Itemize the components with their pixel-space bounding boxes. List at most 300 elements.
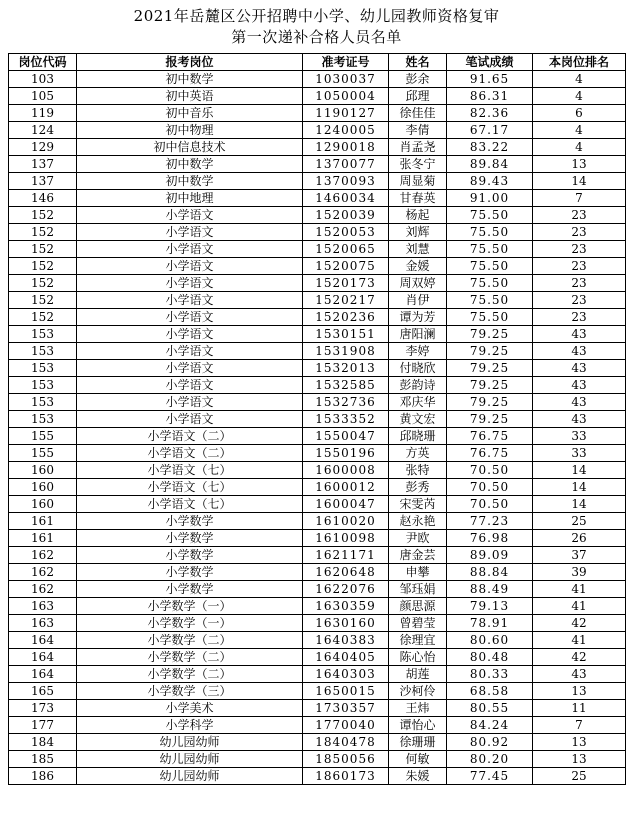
post-code-cell: 153 <box>9 377 77 394</box>
table-row <box>9 479 626 496</box>
score-cell: 83.22 <box>447 139 533 156</box>
score-cell: 80.60 <box>447 632 533 649</box>
document-title: 2021年岳麓区公开招聘中小学、幼儿园教师资格复审 <box>133 7 500 25</box>
table-row <box>9 309 626 326</box>
name-cell: 刘辉 <box>389 224 447 241</box>
qualified-candidates-table <box>8 53 626 785</box>
name-cell: 邹珏娟 <box>389 581 447 598</box>
post-cell: 初中音乐 <box>77 105 303 122</box>
post-code-cell: 129 <box>9 139 77 156</box>
score-cell: 75.50 <box>447 292 533 309</box>
score-cell: 78.91 <box>447 615 533 632</box>
score-cell: 77.23 <box>447 513 533 530</box>
table-row <box>9 496 626 513</box>
name-cell: 王炜 <box>389 700 447 717</box>
name-cell: 付晓欣 <box>389 360 447 377</box>
score-cell: 79.25 <box>447 377 533 394</box>
table-row <box>9 530 626 547</box>
score-cell: 89.09 <box>447 547 533 564</box>
post-code-cell: 163 <box>9 615 77 632</box>
table-body <box>9 71 626 785</box>
post-cell: 小学语文（七） <box>77 462 303 479</box>
post-code-cell: 152 <box>9 309 77 326</box>
post-code-cell: 160 <box>9 496 77 513</box>
post-cell: 小学语文 <box>77 275 303 292</box>
name-cell: 肖伊 <box>389 292 447 309</box>
name-cell: 金媛 <box>389 258 447 275</box>
exam-id-cell: 1290018 <box>303 139 389 156</box>
rank-cell: 11 <box>533 700 626 717</box>
name-cell: 沙柯伶 <box>389 683 447 700</box>
exam-id-cell: 1240005 <box>303 122 389 139</box>
name-cell: 谭怡心 <box>389 717 447 734</box>
post-code-cell: 162 <box>9 581 77 598</box>
post-code-cell: 152 <box>9 258 77 275</box>
name-cell: 胡莲 <box>389 666 447 683</box>
post-cell: 初中地理 <box>77 190 303 207</box>
score-cell: 67.17 <box>447 122 533 139</box>
name-cell: 何敏 <box>389 751 447 768</box>
post-cell: 初中英语 <box>77 88 303 105</box>
post-cell: 小学语文 <box>77 377 303 394</box>
exam-id-cell: 1550196 <box>303 445 389 462</box>
name-cell: 申攀 <box>389 564 447 581</box>
rank-cell: 33 <box>533 428 626 445</box>
rank-cell: 4 <box>533 122 626 139</box>
score-cell: 86.31 <box>447 88 533 105</box>
table-row <box>9 326 626 343</box>
exam-id-cell: 1850056 <box>303 751 389 768</box>
rank-cell: 7 <box>533 190 626 207</box>
score-cell: 68.58 <box>447 683 533 700</box>
table-row <box>9 360 626 377</box>
exam-id-cell: 1622076 <box>303 581 389 598</box>
rank-cell: 13 <box>533 734 626 751</box>
post-code-cell: 162 <box>9 547 77 564</box>
score-cell: 79.25 <box>447 326 533 343</box>
rank-cell: 13 <box>533 156 626 173</box>
rank-cell: 23 <box>533 224 626 241</box>
table-header-row <box>9 54 626 71</box>
table-row <box>9 173 626 190</box>
post-cell: 小学数学（一） <box>77 598 303 615</box>
table-row <box>9 683 626 700</box>
post-code-cell: 155 <box>9 445 77 462</box>
post-cell: 小学语文（二） <box>77 445 303 462</box>
rank-cell: 42 <box>533 615 626 632</box>
score-cell: 80.33 <box>447 666 533 683</box>
rank-cell: 25 <box>533 513 626 530</box>
post-code-cell: 184 <box>9 734 77 751</box>
post-code-cell: 173 <box>9 700 77 717</box>
post-cell: 小学语文 <box>77 411 303 428</box>
score-cell: 70.50 <box>447 479 533 496</box>
name-cell: 曾碧莹 <box>389 615 447 632</box>
rank-cell: 7 <box>533 717 626 734</box>
name-cell: 彭余 <box>389 71 447 88</box>
post-cell: 小学科学 <box>77 717 303 734</box>
exam-id-cell: 1190127 <box>303 105 389 122</box>
post-code-cell: 160 <box>9 462 77 479</box>
post-cell: 小学语文 <box>77 207 303 224</box>
score-cell: 77.45 <box>447 768 533 785</box>
post-code-cell: 161 <box>9 513 77 530</box>
name-cell: 周双婷 <box>389 275 447 292</box>
post-cell: 小学语文 <box>77 292 303 309</box>
score-cell: 75.50 <box>447 275 533 292</box>
table-row <box>9 207 626 224</box>
table-row <box>9 258 626 275</box>
post-cell: 幼儿园幼师 <box>77 734 303 751</box>
exam-id-cell: 1520075 <box>303 258 389 275</box>
rank-cell: 39 <box>533 564 626 581</box>
score-cell: 79.25 <box>447 394 533 411</box>
exam-id-cell: 1600047 <box>303 496 389 513</box>
rank-cell: 43 <box>533 666 626 683</box>
name-cell: 李婷 <box>389 343 447 360</box>
rank-cell: 6 <box>533 105 626 122</box>
rank-cell: 25 <box>533 768 626 785</box>
exam-id-cell: 1520217 <box>303 292 389 309</box>
exam-id-cell: 1860173 <box>303 768 389 785</box>
exam-id-cell: 1600012 <box>303 479 389 496</box>
rank-cell: 13 <box>533 751 626 768</box>
exam-id-cell: 1650015 <box>303 683 389 700</box>
exam-id-cell: 1520173 <box>303 275 389 292</box>
exam-id-cell: 1730357 <box>303 700 389 717</box>
post-code-cell: 153 <box>9 326 77 343</box>
post-code-cell: 185 <box>9 751 77 768</box>
post-cell: 小学语文（七） <box>77 479 303 496</box>
exam-id-cell: 1370093 <box>303 173 389 190</box>
score-cell: 80.55 <box>447 700 533 717</box>
post-cell: 初中信息技术 <box>77 139 303 156</box>
exam-id-cell: 1621171 <box>303 547 389 564</box>
score-cell: 70.50 <box>447 462 533 479</box>
table-row <box>9 122 626 139</box>
score-cell: 76.75 <box>447 445 533 462</box>
score-cell: 79.25 <box>447 411 533 428</box>
name-cell: 彭秀 <box>389 479 447 496</box>
rank-cell: 4 <box>533 71 626 88</box>
exam-id-cell: 1770040 <box>303 717 389 734</box>
rank-cell: 41 <box>533 632 626 649</box>
post-code-cell: 177 <box>9 717 77 734</box>
post-cell: 小学语文 <box>77 224 303 241</box>
rank-cell: 42 <box>533 649 626 666</box>
score-cell: 91.65 <box>447 71 533 88</box>
name-cell: 杨起 <box>389 207 447 224</box>
exam-id-cell: 1532585 <box>303 377 389 394</box>
post-code-cell: 153 <box>9 360 77 377</box>
score-cell: 79.25 <box>447 343 533 360</box>
rank-cell: 43 <box>533 394 626 411</box>
post-cell: 幼儿园幼师 <box>77 751 303 768</box>
col-header-post: 报考岗位 <box>77 54 303 71</box>
score-cell: 80.92 <box>447 734 533 751</box>
exam-id-cell: 1610020 <box>303 513 389 530</box>
score-cell: 79.25 <box>447 360 533 377</box>
exam-id-cell: 1030037 <box>303 71 389 88</box>
post-code-cell: 165 <box>9 683 77 700</box>
post-cell: 小学语文（七） <box>77 496 303 513</box>
table-row <box>9 292 626 309</box>
post-cell: 小学数学（三） <box>77 683 303 700</box>
post-code-cell: 163 <box>9 598 77 615</box>
table-row <box>9 615 626 632</box>
post-code-cell: 164 <box>9 649 77 666</box>
post-cell: 小学语文 <box>77 343 303 360</box>
post-cell: 小学语文（二） <box>77 428 303 445</box>
post-code-cell: 137 <box>9 173 77 190</box>
exam-id-cell: 1530151 <box>303 326 389 343</box>
table-row <box>9 377 626 394</box>
post-cell: 初中物理 <box>77 122 303 139</box>
exam-id-cell: 1520053 <box>303 224 389 241</box>
exam-id-cell: 1370077 <box>303 156 389 173</box>
name-cell: 邱晓珊 <box>389 428 447 445</box>
rank-cell: 43 <box>533 343 626 360</box>
post-cell: 幼儿园幼师 <box>77 768 303 785</box>
rank-cell: 43 <box>533 377 626 394</box>
table-row <box>9 343 626 360</box>
rank-cell: 43 <box>533 411 626 428</box>
post-cell: 小学数学 <box>77 581 303 598</box>
post-cell: 小学数学（一） <box>77 615 303 632</box>
rank-cell: 4 <box>533 88 626 105</box>
score-cell: 75.50 <box>447 258 533 275</box>
rank-cell: 14 <box>533 173 626 190</box>
name-cell: 李倩 <box>389 122 447 139</box>
post-cell: 小学语文 <box>77 394 303 411</box>
post-cell: 小学数学 <box>77 547 303 564</box>
exam-id-cell: 1640303 <box>303 666 389 683</box>
col-header-post-code: 岗位代码 <box>9 54 77 71</box>
post-cell: 小学语文 <box>77 258 303 275</box>
name-cell: 刘慧 <box>389 241 447 258</box>
rank-cell: 23 <box>533 292 626 309</box>
post-cell: 小学语文 <box>77 309 303 326</box>
exam-id-cell: 1840478 <box>303 734 389 751</box>
post-code-cell: 164 <box>9 632 77 649</box>
col-header-name: 姓名 <box>389 54 447 71</box>
table-row <box>9 428 626 445</box>
table-row <box>9 88 626 105</box>
post-code-cell: 164 <box>9 666 77 683</box>
exam-id-cell: 1533352 <box>303 411 389 428</box>
score-cell: 89.84 <box>447 156 533 173</box>
document-subtitle: 第一次递补合格人员名单 <box>231 28 402 46</box>
name-cell: 徐佳佳 <box>389 105 447 122</box>
post-code-cell: 119 <box>9 105 77 122</box>
score-cell: 79.13 <box>447 598 533 615</box>
post-code-cell: 153 <box>9 411 77 428</box>
table-row <box>9 394 626 411</box>
post-code-cell: 186 <box>9 768 77 785</box>
rank-cell: 14 <box>533 496 626 513</box>
post-code-cell: 105 <box>9 88 77 105</box>
col-header-score: 笔试成绩 <box>447 54 533 71</box>
post-cell: 小学美术 <box>77 700 303 717</box>
name-cell: 邱理 <box>389 88 447 105</box>
name-cell: 徐理宜 <box>389 632 447 649</box>
score-cell: 80.20 <box>447 751 533 768</box>
exam-id-cell: 1520236 <box>303 309 389 326</box>
table-row <box>9 462 626 479</box>
post-cell: 小学数学 <box>77 530 303 547</box>
exam-id-cell: 1620648 <box>303 564 389 581</box>
exam-id-cell: 1640405 <box>303 649 389 666</box>
post-cell: 小学数学（二） <box>77 632 303 649</box>
post-code-cell: 152 <box>9 207 77 224</box>
name-cell: 宋雯芮 <box>389 496 447 513</box>
rank-cell: 23 <box>533 275 626 292</box>
name-cell: 谭为芳 <box>389 309 447 326</box>
rank-cell: 23 <box>533 241 626 258</box>
score-cell: 84.24 <box>447 717 533 734</box>
rank-cell: 26 <box>533 530 626 547</box>
table-row <box>9 717 626 734</box>
score-cell: 70.50 <box>447 496 533 513</box>
exam-id-cell: 1050004 <box>303 88 389 105</box>
rank-cell: 13 <box>533 683 626 700</box>
table-row <box>9 751 626 768</box>
table-row <box>9 241 626 258</box>
exam-id-cell: 1550047 <box>303 428 389 445</box>
rank-cell: 23 <box>533 258 626 275</box>
table-row <box>9 105 626 122</box>
post-code-cell: 155 <box>9 428 77 445</box>
exam-id-cell: 1610098 <box>303 530 389 547</box>
table-row <box>9 156 626 173</box>
name-cell: 唐阳澜 <box>389 326 447 343</box>
name-cell: 颜思源 <box>389 598 447 615</box>
post-cell: 小学语文 <box>77 326 303 343</box>
name-cell: 朱媛 <box>389 768 447 785</box>
post-code-cell: 160 <box>9 479 77 496</box>
score-cell: 88.49 <box>447 581 533 598</box>
post-code-cell: 152 <box>9 275 77 292</box>
name-cell: 张冬宁 <box>389 156 447 173</box>
rank-cell: 41 <box>533 581 626 598</box>
name-cell: 周显菊 <box>389 173 447 190</box>
score-cell: 75.50 <box>447 241 533 258</box>
post-code-cell: 103 <box>9 71 77 88</box>
name-cell: 黄文宏 <box>389 411 447 428</box>
rank-cell: 14 <box>533 462 626 479</box>
score-cell: 75.50 <box>447 207 533 224</box>
name-cell: 彭韵诗 <box>389 377 447 394</box>
post-code-cell: 124 <box>9 122 77 139</box>
score-cell: 75.50 <box>447 224 533 241</box>
post-cell: 初中数学 <box>77 173 303 190</box>
post-code-cell: 161 <box>9 530 77 547</box>
table-row <box>9 581 626 598</box>
rank-cell: 4 <box>533 139 626 156</box>
post-cell: 小学语文 <box>77 241 303 258</box>
name-cell: 陈心怡 <box>389 649 447 666</box>
post-code-cell: 152 <box>9 292 77 309</box>
score-cell: 82.36 <box>447 105 533 122</box>
table-row <box>9 768 626 785</box>
rank-cell: 14 <box>533 479 626 496</box>
exam-id-cell: 1460034 <box>303 190 389 207</box>
post-cell: 小学语文 <box>77 360 303 377</box>
score-cell: 75.50 <box>447 309 533 326</box>
table-row <box>9 139 626 156</box>
post-cell: 小学数学（二） <box>77 649 303 666</box>
table-row <box>9 411 626 428</box>
exam-id-cell: 1532013 <box>303 360 389 377</box>
name-cell: 唐金芸 <box>389 547 447 564</box>
post-cell: 初中数学 <box>77 71 303 88</box>
score-cell: 80.48 <box>447 649 533 666</box>
table-row <box>9 513 626 530</box>
name-cell: 甘春英 <box>389 190 447 207</box>
table-row <box>9 598 626 615</box>
post-cell: 小学数学（二） <box>77 666 303 683</box>
post-code-cell: 152 <box>9 241 77 258</box>
col-header-exam-id: 准考证号 <box>303 54 389 71</box>
name-cell: 张特 <box>389 462 447 479</box>
exam-id-cell: 1520039 <box>303 207 389 224</box>
table-row <box>9 445 626 462</box>
post-code-cell: 152 <box>9 224 77 241</box>
exam-id-cell: 1640383 <box>303 632 389 649</box>
rank-cell: 37 <box>533 547 626 564</box>
table-row <box>9 700 626 717</box>
name-cell: 徐珊珊 <box>389 734 447 751</box>
score-cell: 91.00 <box>447 190 533 207</box>
table-row <box>9 190 626 207</box>
table-row <box>9 632 626 649</box>
rank-cell: 23 <box>533 207 626 224</box>
exam-id-cell: 1630359 <box>303 598 389 615</box>
name-cell: 尹欧 <box>389 530 447 547</box>
post-cell: 初中数学 <box>77 156 303 173</box>
post-cell: 小学数学 <box>77 513 303 530</box>
post-code-cell: 153 <box>9 394 77 411</box>
table-row <box>9 564 626 581</box>
name-cell: 肖孟尧 <box>389 139 447 156</box>
post-code-cell: 162 <box>9 564 77 581</box>
score-cell: 76.75 <box>447 428 533 445</box>
table-row <box>9 71 626 88</box>
rank-cell: 43 <box>533 360 626 377</box>
score-cell: 88.84 <box>447 564 533 581</box>
post-code-cell: 146 <box>9 190 77 207</box>
table-row <box>9 224 626 241</box>
exam-id-cell: 1600008 <box>303 462 389 479</box>
exam-id-cell: 1531908 <box>303 343 389 360</box>
name-cell: 邓庆华 <box>389 394 447 411</box>
name-cell: 赵永艳 <box>389 513 447 530</box>
table-row <box>9 649 626 666</box>
post-cell: 小学数学 <box>77 564 303 581</box>
table-row <box>9 275 626 292</box>
rank-cell: 43 <box>533 326 626 343</box>
rank-cell: 23 <box>533 309 626 326</box>
post-code-cell: 137 <box>9 156 77 173</box>
exam-id-cell: 1532736 <box>303 394 389 411</box>
score-cell: 89.43 <box>447 173 533 190</box>
table-row <box>9 547 626 564</box>
exam-id-cell: 1630160 <box>303 615 389 632</box>
col-header-rank: 本岗位排名 <box>533 54 626 71</box>
table-row <box>9 734 626 751</box>
rank-cell: 33 <box>533 445 626 462</box>
exam-id-cell: 1520065 <box>303 241 389 258</box>
